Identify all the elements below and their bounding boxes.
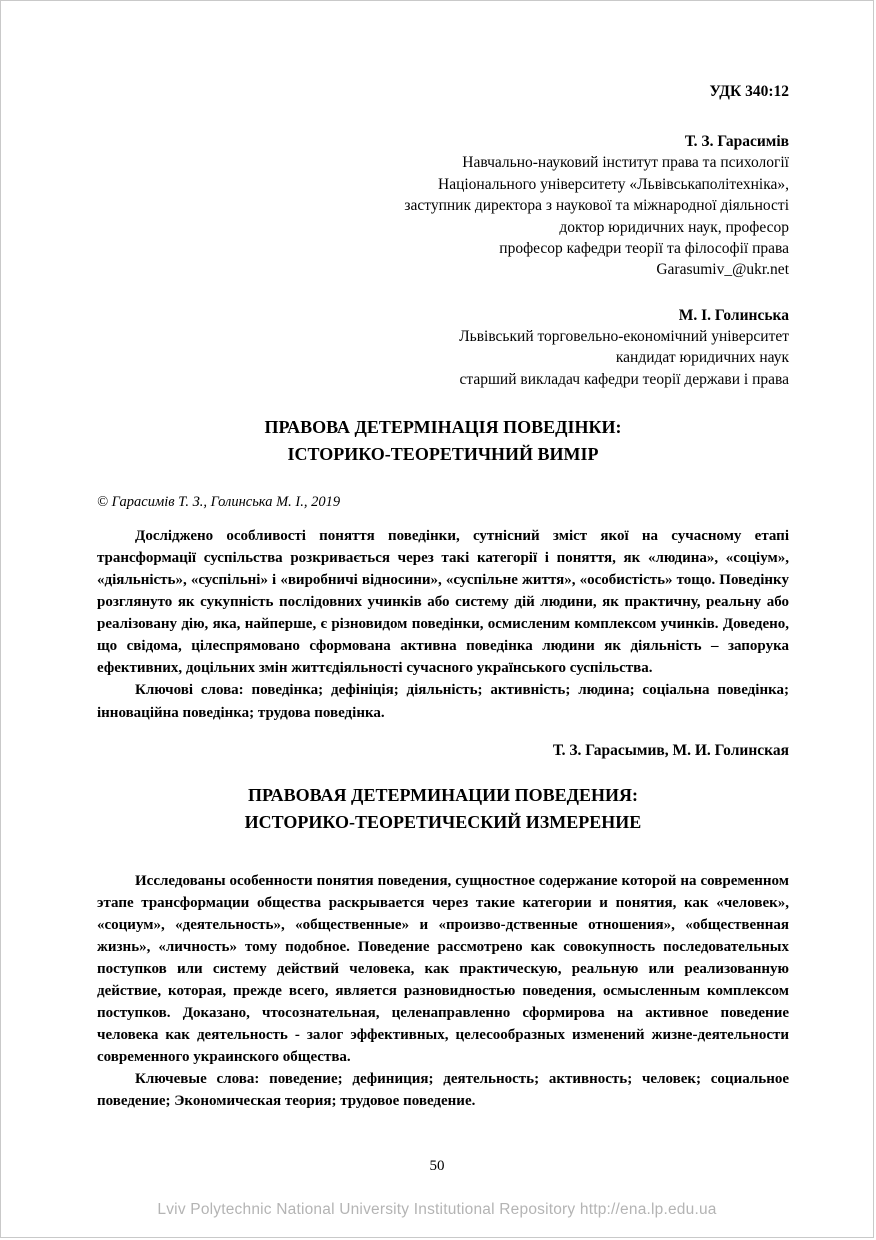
abstract-uk: Досліджено особливості поняття поведінки, сутнісний зміст якої на сучасному етапі трансформації суспільства розкривається через такі категорії і поняття, як «людина», «соціум», «діяльність», «суспільні» і «виробничі відносини», «суспільне життя», «особистість» тощо. Поведінку розглянуто як сукупність послідовних учинків або систему дій людини, як практичну, реальну або реалізовану дію, яка, найперше, є різновидом поведінки, осмисленим комплексом учинків. Доведено, що свідома, цілеспрямовано сформована активна поведінка людини як діяльність – запорука ефективних, доцільних змін життєдіяльності сучасного українського суспільства. (97, 528, 789, 677)
repository-footer: Lviv Polytechnic National University Institutional Repository http://ena.lp.edu.ua (157, 1201, 717, 1218)
article-title-uk (97, 414, 789, 468)
keywords-uk: Ключові слова: поведінка; дефініція; діяльність; активність; людина; соціальна поведінка; інноваційна поведінка; трудова поведінка. (97, 682, 789, 721)
author-1-affiliation-line: Національного університету «Львівськаполітехніка», (438, 175, 789, 193)
author-1-affiliation-line: Навчально-науковий інститут права та психології (462, 154, 789, 172)
article-title-ru (97, 782, 789, 836)
author-block-1 (97, 131, 789, 281)
article-title-uk-line2: ІСТОРИКО-ТЕОРЕТИЧНИЙ ВИМІР (287, 444, 599, 465)
abstract-ru: Исследованы особенности понятия поведения, сущностное содержание которой на современном этапе трансформации общества раскрывается через такие категории и понятия, как «человек», «социум», «деятельность», «общественные» и «произво-дственные отношения», «общественная жизнь», «личность» тому подобное. Поведение рассмотрено как совокупность последовательных поступков или систему действий человека, как практическую, реальную или реализованную действие, которая, прежде всего, является разновидностью поведения, осмысленным комплексом поступков. Доказано, чтосознательная, целенаправленно сформирова на активное поведение человека как деятельность - залог эффективных, целесообразных изменений жизне-деятельности современного украинского общества. (97, 872, 789, 1065)
author-2-name: М. І. Голинська (678, 306, 789, 324)
copyright-line: © Гарасимів Т. З., Голинська М. І., 2019 (97, 494, 341, 511)
author-2-affiliation-line: кандидат юридичних наук (615, 349, 789, 367)
author-1-affiliation-line: професор кафедри теорії та філософії права (499, 239, 789, 257)
author-block-2 (97, 305, 789, 391)
author-2-affiliation-line: старший викладач кафедри теорії держави і права (459, 370, 789, 388)
keywords-ru: Ключевые слова: поведение; дефиниция; деятельность; активность; человек; социальное поведение; Экономическая теория; трудовое поведение. (97, 1070, 789, 1110)
author-1-name: Т. З. Гарасимів (684, 133, 789, 150)
author-1-affiliation-line: заступник директора з наукової та міжнародної діяльності (404, 197, 789, 215)
article-title-ru-line1: ПРАВОВАЯ ДЕТЕРМИНАЦИИ ПОВЕДЕНИЯ: (247, 784, 638, 805)
author-1-email: Garasumiv_@ukr.net (656, 261, 789, 279)
authors-ru-line: Т. З. Гарасымив, М. И. Голинская (552, 741, 789, 759)
author-2-affiliation-line: Львівський торговельно-економічний університет (459, 328, 789, 345)
author-1-affiliation-line: доктор юридичних наук, професор (559, 218, 789, 236)
udk-code: УДК 340:12 (709, 83, 789, 100)
article-title-ru-line2: ИСТОРИКО-ТЕОРЕТИЧЕСКИЙ ИЗМЕРЕНИЕ (244, 811, 642, 832)
page-number: 50 (429, 1158, 445, 1174)
article-title-uk-line1: ПРАВОВА ДЕТЕРМІНАЦІЯ ПОВЕДІНКИ: (264, 417, 622, 438)
